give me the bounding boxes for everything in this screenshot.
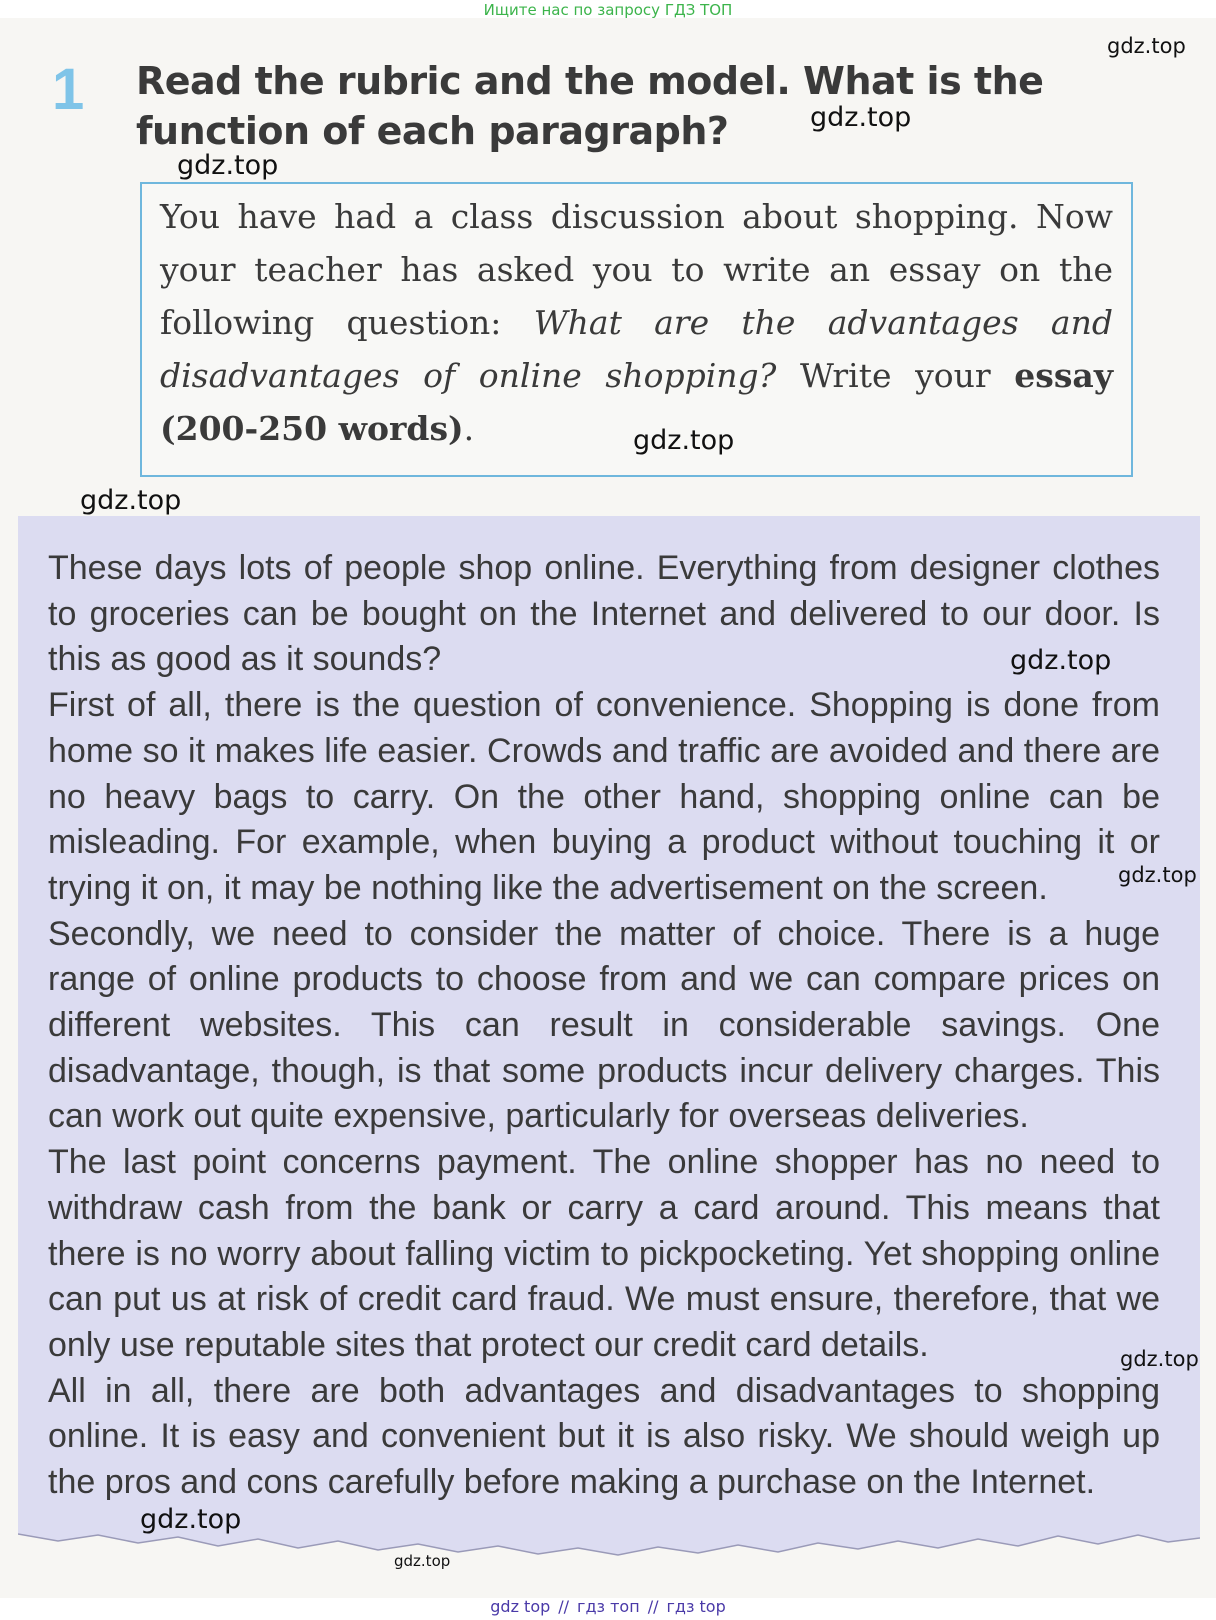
watermark: gdz.top — [80, 485, 182, 516]
watermark: gdz.top — [1010, 645, 1112, 676]
bottom-banner-link[interactable]: gdz top — [490, 1597, 551, 1616]
exercise-number: 1 — [52, 57, 85, 122]
watermark: gdz.top — [810, 102, 912, 133]
bottom-banner — [0, 1597, 1216, 1616]
rubric-question: What are the advantages and disadvantages of online shopping? — [160, 303, 1113, 395]
rubric-task: essay (200-250 words) — [160, 356, 1113, 448]
watermark: gdz.top — [1107, 34, 1186, 58]
essay-paragraph-payment: The last point concerns payment. The online shopper has no need to withdraw cash from the bank or carry a card around. This means that there is no worry about falling victim to pickpocketing. Yet shopping online can put us at risk of credit card fraud. We must ensure, therefore, that we only use reputable sites that protect our credit card details. — [48, 1143, 1160, 1364]
watermark: gdz.top — [394, 1552, 451, 1570]
search-banner[interactable]: Ищите нас по запросу ГДЗ ТОП — [483, 1, 733, 19]
watermark: gdz.top — [1118, 863, 1197, 887]
exercise-title: Read the rubric and the model. What is the function of each paragraph? — [136, 59, 1044, 153]
rubric-instruction: Write your — [776, 356, 1015, 395]
essay-paragraph-conclusion: All in all, there are both advantages and disadvantages to shopping online. It is easy and convenient but it is also risky. We should weigh up the pros and cons carefully before making a purchase on the Internet. — [48, 1371, 1160, 1502]
watermark: gdz.top — [633, 425, 735, 456]
rubric-text — [160, 190, 1113, 455]
essay-paragraph-convenience: First of all, there is the question of convenience. Shopping is done from home so it makes life easier. Crowds and traffic are avoided and there are no heavy bags to carry. On the other hand, shopping online can be misleading. For example, when buying a product without touching it or trying it on, it may be nothing like the advertisement on the screen. — [48, 686, 1160, 907]
separator: // — [647, 1597, 659, 1616]
essay-paragraph-choice: Secondly, we need to consider the matter of choice. There is a huge range of online products to choose from and we can compare prices on different websites. This can result in considerable savings. One disadvantage, though, is that some products incur delivery charges. This can work out quite expensive, particularly for overseas deliveries. — [48, 914, 1160, 1136]
bottom-banner-link[interactable]: гдз топ — [577, 1597, 640, 1616]
watermark: gdz.top — [1120, 1347, 1199, 1371]
bottom-banner-link[interactable]: гдз top — [666, 1597, 726, 1616]
model-essay — [48, 546, 1160, 1506]
separator: // — [558, 1597, 570, 1616]
watermark: gdz.top — [177, 150, 279, 181]
watermark: gdz.top — [140, 1504, 242, 1535]
essay-paragraph-intro: These days lots of people shop online. Everything from designer clothes to groceries can be bought on the Internet and delivered to our door. Is this as good as it sounds? — [48, 549, 1160, 679]
rubric-intro: You have had a class discussion about shopping. Now your teacher has asked you to write an essay on the following question: — [160, 197, 1113, 342]
rubric-end: . — [463, 409, 475, 448]
